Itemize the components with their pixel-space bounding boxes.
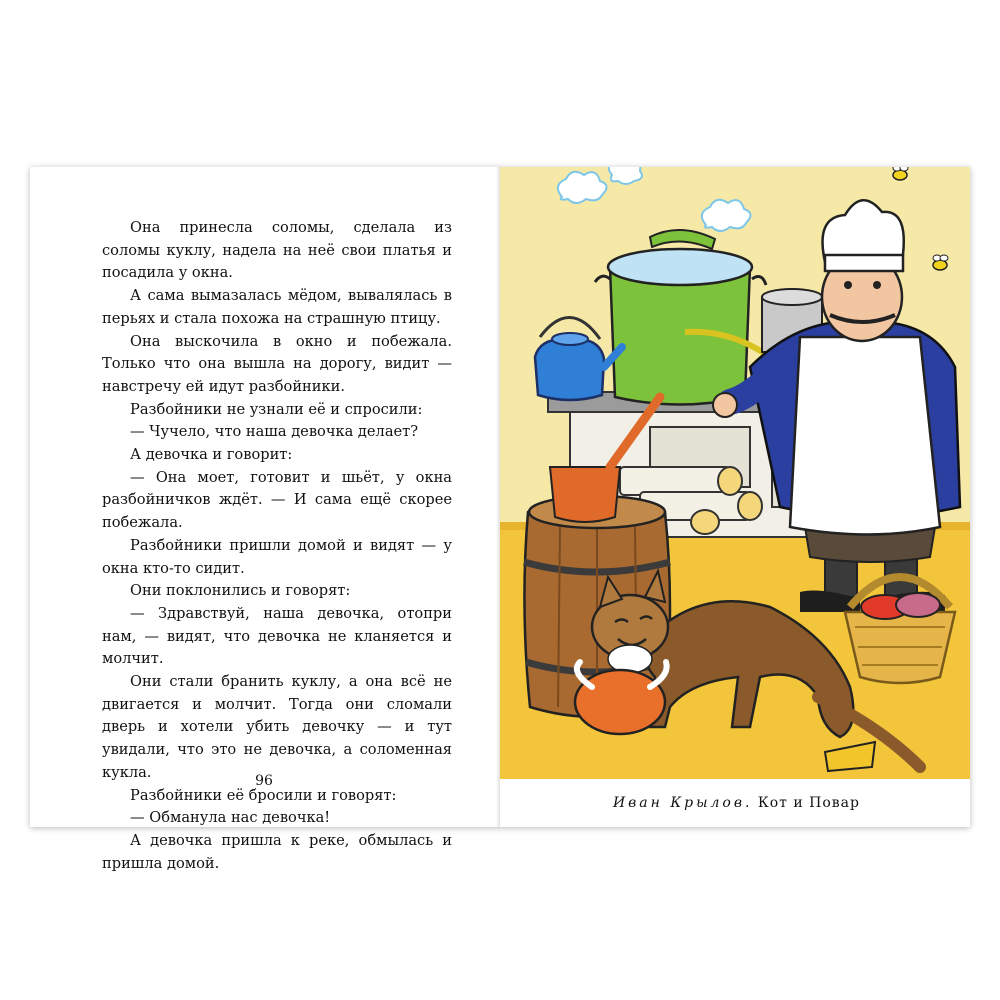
open-book	[30, 167, 970, 872]
illustration-cat-and-cook	[500, 167, 970, 779]
paragraph: А девочка и говорит:	[130, 446, 293, 464]
paragraph: Разбойники пришли домой и видят — у окна кто-то сидит.	[102, 536, 452, 577]
paragraph: — Она моет, готовит и шьёт, у окна разбойничков ждёт. — И сама ещё скорее побежала.	[102, 468, 452, 532]
paragraph: Они поклонились и говорят:	[130, 582, 351, 600]
paragraph: — Чучело, что наша девочка делает?	[130, 423, 419, 441]
green-pot	[595, 230, 766, 405]
paragraph: — Здравствуй, наша девочка, отопри нам, — видят, что девочка не кланяется и молчит.	[102, 604, 452, 668]
caption-author: Иван Крылов.	[612, 795, 753, 811]
illustration-caption	[613, 795, 860, 811]
paragraph: Она принесла соломы, сделала из соломы куклу, надела на неё свои платья и посадила у окна.	[102, 219, 452, 282]
bee-icon	[893, 167, 908, 180]
caption-title: Кот и Повар	[757, 795, 860, 811]
paragraph: Она выскочила в окно и побежала. Только что она вышла на дорогу, видит — навстречу ей идут разбойники.	[102, 332, 452, 395]
paragraph: Разбойники не узнали её и спросили:	[130, 400, 423, 418]
right-page	[500, 167, 970, 827]
paragraph: — Обманула нас девочка!	[130, 809, 331, 827]
bee-icon	[933, 255, 948, 270]
page-number: 96	[255, 773, 273, 789]
paragraph: А девочка пришла к реке, обмылась и пришла домой.	[102, 831, 452, 872]
paragraph: Они стали бранить куклу, а она всё не двигается и молчит. Тогда они сломали дверь и хотели убить девочку — и тут увидали, что это не девочка, а соломенная кукла.	[102, 673, 452, 781]
paragraph: А сама вымазалась мёдом, вывалялась в перьях и стала похожа на страшную птицу.	[102, 287, 452, 327]
paragraph: Разбойники её бросили и говорят:	[130, 786, 397, 804]
left-page	[30, 167, 498, 872]
